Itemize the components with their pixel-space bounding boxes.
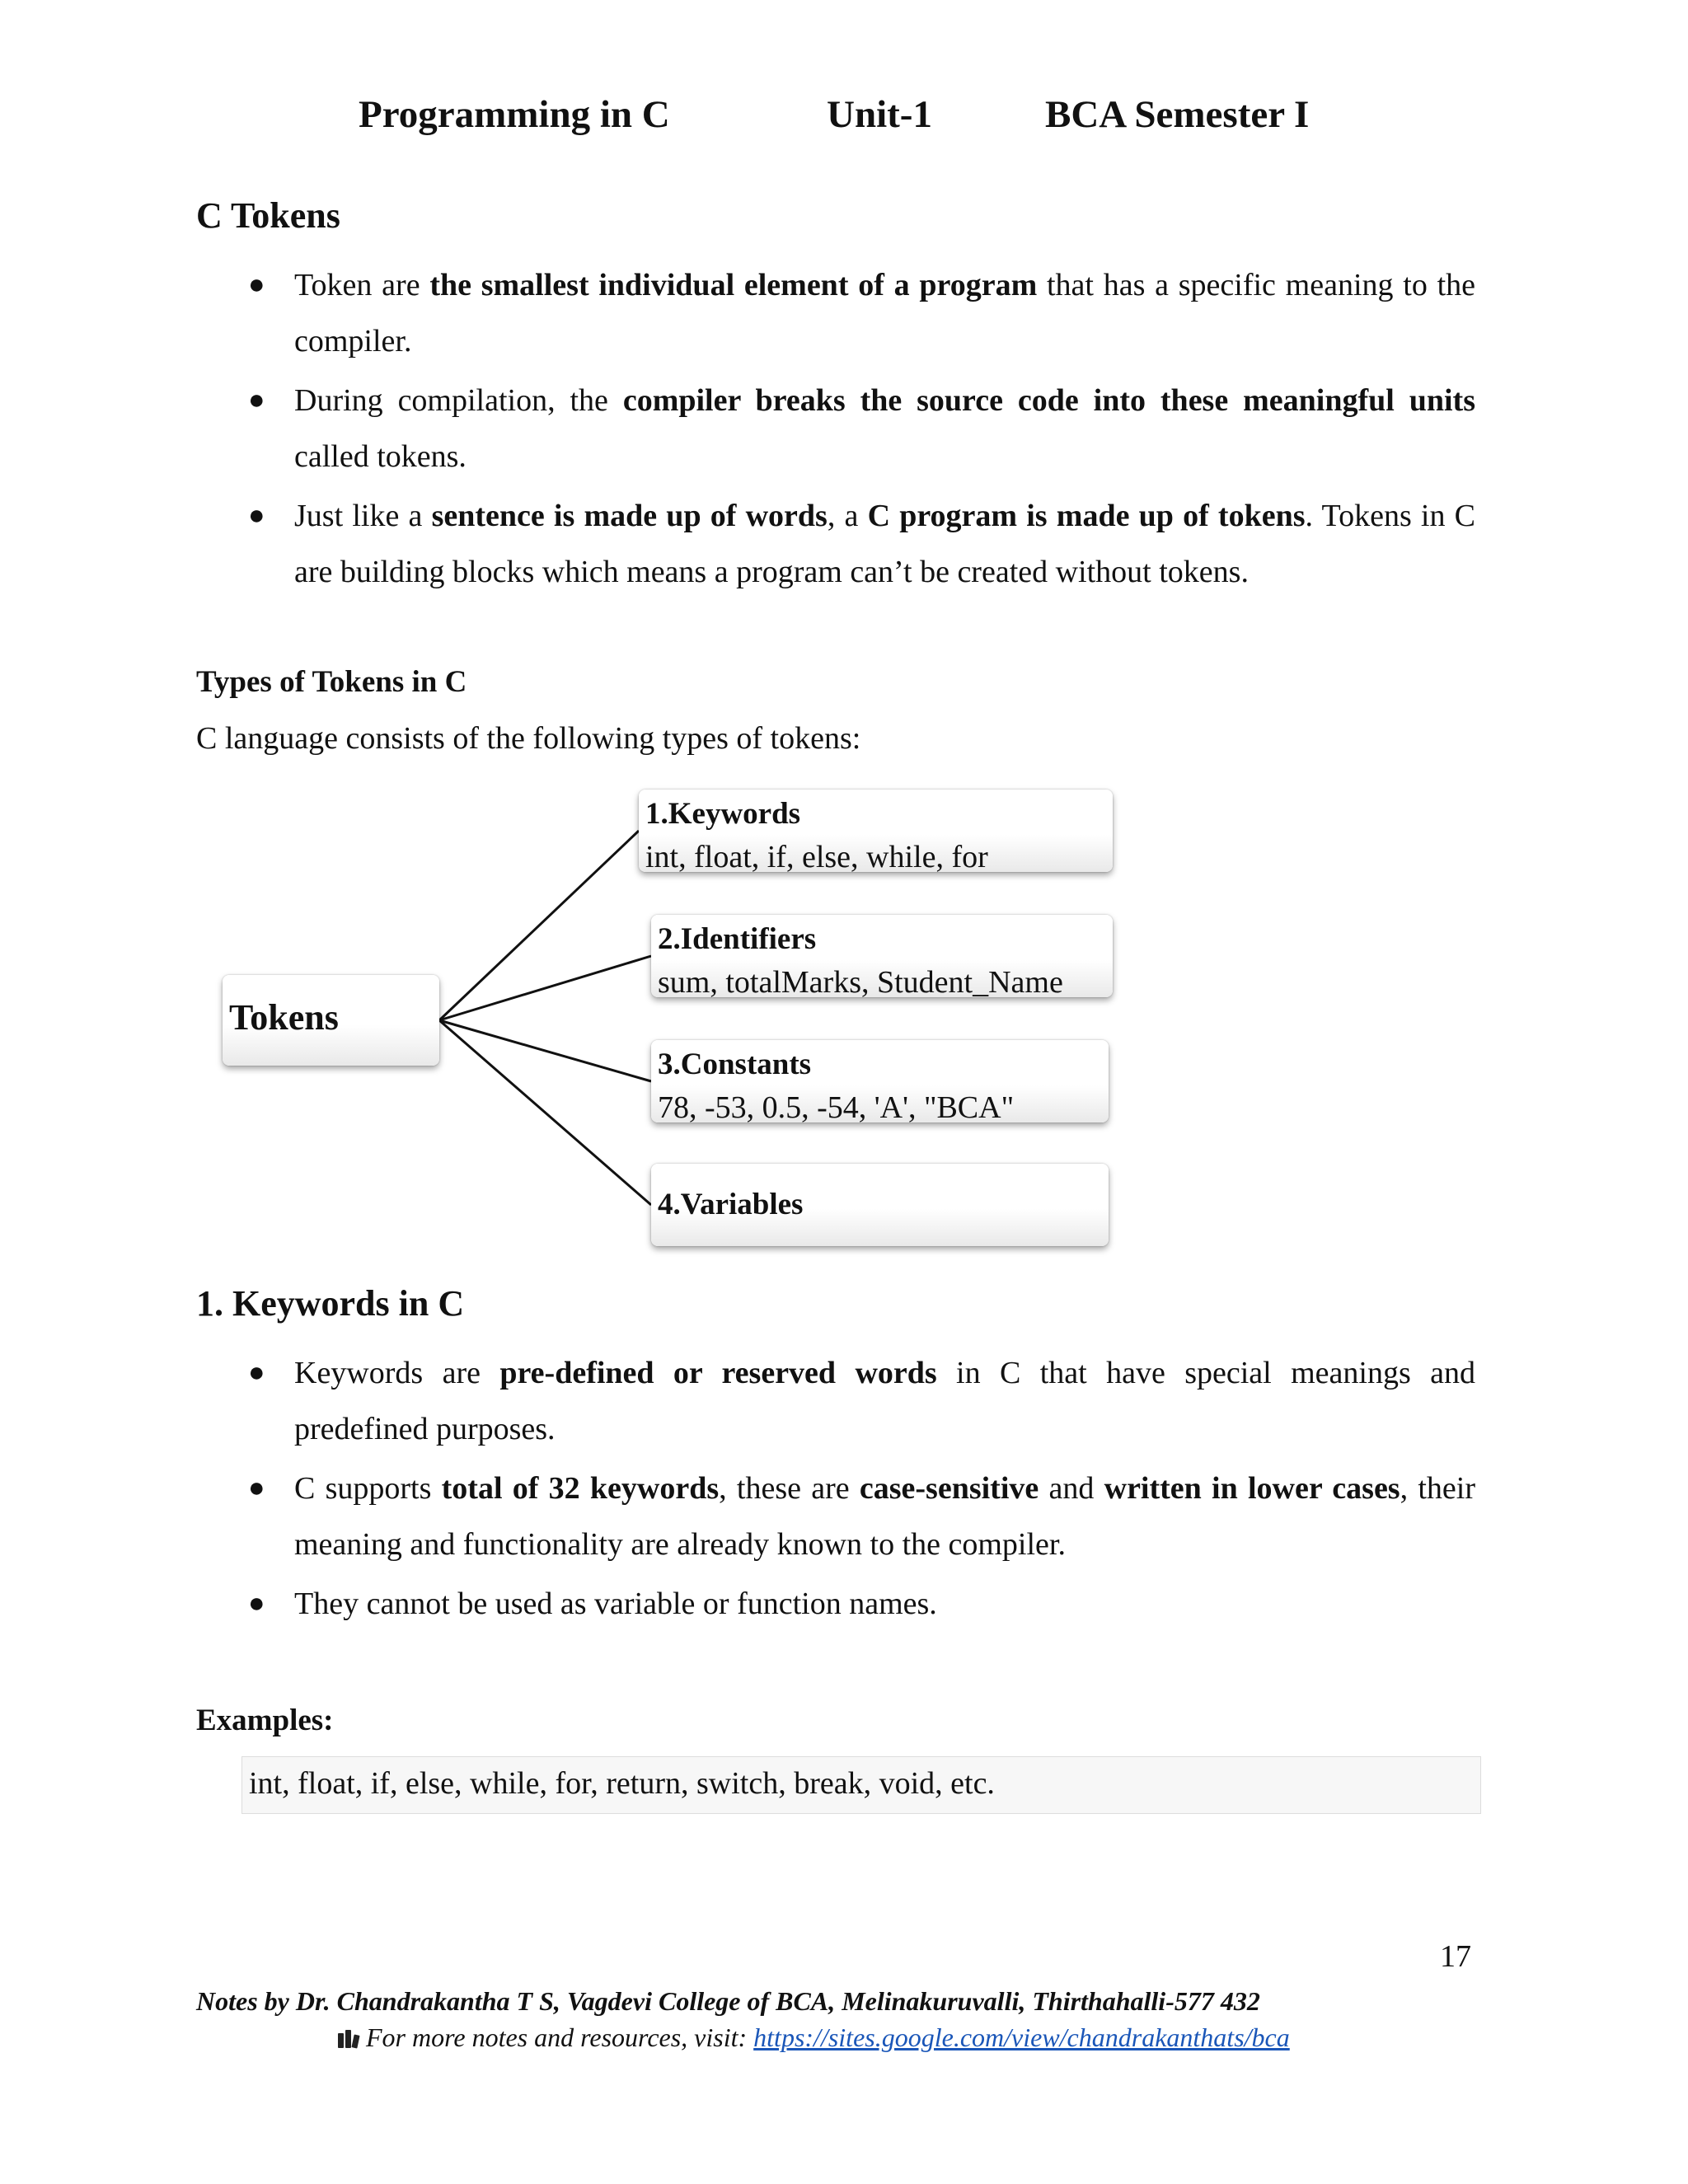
node-title: 1.Keywords [645,797,801,831]
bullet-item [248,1345,1475,1457]
bullet-item [248,257,1476,369]
bullet-dot-icon: ● [248,385,265,415]
bold-phrase: written in lower cases [1104,1471,1400,1506]
text-run: C supports [294,1471,442,1506]
text-run: called tokens. [294,439,467,474]
bullet-item [248,1576,1475,1632]
diagram-node-keywords [639,790,1113,872]
diagram-root-tokens: Tokens [223,975,439,1066]
diagram-node-variables [651,1164,1109,1246]
examples-code-box: int, float, if, else, while, for, return, switch, break, void, etc. [241,1756,1481,1814]
bullet-dot-icon: ● [248,1473,265,1503]
text-run: in C that have special meanings and predefined purposes. [294,1356,1475,1446]
section-title-c-tokens: C Tokens [196,195,340,236]
bullet-text [294,268,1475,359]
text-run: Just like a [294,499,432,533]
bold-phrase: sentence is made up of words [431,499,828,533]
header-semester: BCA Semester I [1045,93,1310,136]
header-unit: Unit-1 [827,93,932,136]
footer-resources-line [338,2022,1290,2053]
text-run: They cannot be used as variable or function names. [294,1586,937,1621]
bold-phrase: the smallest individual element of a program [429,268,1038,302]
text-run: . Tokens in C are building blocks which means a program can’t be created without tokens. [294,499,1476,589]
node-title: 2.Identifiers [658,922,817,956]
text-run: , their meaning and functionality are already known to the compiler. [294,1471,1475,1562]
text-run: , a [827,499,868,533]
connector-constants [439,1020,651,1081]
text-run: During compilation, the [294,383,623,418]
bold-phrase: pre-defined or reserved words [499,1356,937,1390]
footer-author-line: Notes by Dr. Chandrakantha T S, Vagdevi College of BCA, Melinakuruvalli, Thirthahalli-577 432 [196,1986,1260,2016]
node-example: 78, -53, 0.5, -54, 'A', "BCA" [658,1090,1015,1125]
bullet-dot-icon: ● [248,1357,265,1388]
connector-keywords [439,831,639,1020]
bullet-text [294,499,1475,589]
types-heading: Types of Tokens in C [196,665,467,699]
text-run: Keywords are [294,1356,500,1390]
bullet-dot-icon: ● [248,1588,265,1619]
bullet-text [294,1356,1475,1446]
bullet-item [248,1460,1475,1572]
header-course: Programming in C [359,93,670,136]
diagram-node-constants [651,1040,1109,1125]
node-example: sum, totalMarks, Student_Name [658,965,1063,1000]
connector-variables [439,1020,651,1205]
diagram-node-identifiers [651,915,1113,1000]
text-run: and [1039,1471,1104,1506]
section-title-keywords: 1. Keywords in C [196,1283,465,1324]
bullet-dot-icon: ● [248,500,265,531]
bullet-item [248,488,1476,600]
connector-identifiers [439,956,651,1020]
text-run: Token are [294,268,430,302]
bold-phrase: total of 32 keywords [441,1471,720,1506]
bold-phrase: compiler breaks the source code into these meaningful units [622,383,1475,418]
bullet-text [294,383,1475,474]
node-title: 3.Constants [658,1047,812,1081]
types-intro: C language consists of the following types of tokens: [196,721,861,756]
bullet-text [294,1471,1475,1562]
footer-resources-prefix: For more notes and resources, visit: [366,2022,754,2052]
keywords-bullet-list [248,1345,1475,1635]
bold-phrase: C program is made up of tokens [867,499,1306,533]
node-title: 4.Variables [658,1188,804,1221]
footer-link[interactable]: https://sites.google.com/view/chandrakanthats/bca [753,2022,1290,2052]
c-tokens-bullet-list [248,257,1476,603]
text-run: , these are [719,1471,860,1506]
bullet-item [248,373,1475,485]
books-icon [338,2030,359,2048]
text-run: that has a specific meaning to the compiler. [294,268,1476,359]
bold-phrase: case-sensitive [859,1471,1039,1506]
node-example: int, float, if, else, while, for [645,840,988,874]
bullet-text [294,1586,937,1621]
examples-label: Examples: [196,1704,334,1737]
bullet-dot-icon: ● [248,269,265,300]
page-number: 17 [1440,1939,1471,1974]
